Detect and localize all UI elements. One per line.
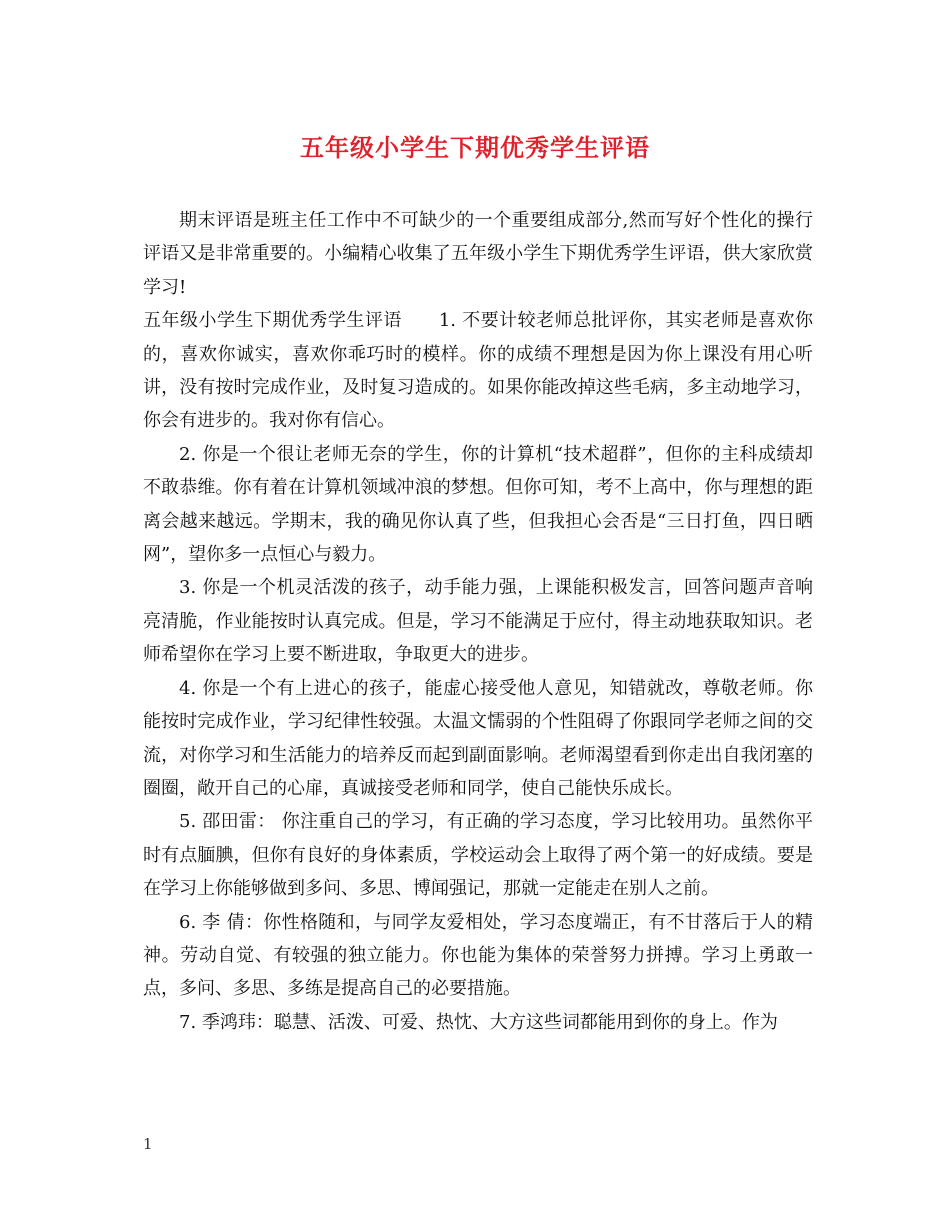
page-number: 1 (143, 1135, 153, 1153)
comment-paragraph-2: 2. 你是一个很让老师无奈的学生，你的计算机“技术超群”，但你的主科成绩却不敢恭维。你有着在计算机领域冲浪的梦想。但你可知，考不上高中，你与理想的距离会越来越远。学期末，我的确见你认真了些，但我担心会否是“三日打鱼，四日晒网”，望你多一点恒心与毅力。 (143, 443, 813, 566)
intro-paragraph: 期末评语是班主任工作中不可缺少的一个重要组成部分,然而写好个性化的操行评语又是非常重要的。小编精心收集了五年级小学生下期优秀学生评语，供大家欣赏学习! (143, 210, 813, 298)
comment-paragraph-6: 6. 李 倩：你性格随和，与同学友爱相处，学习态度端正，有不甘落后于人的精神。劳动自觉、有较强的独立能力。你也能为集体的荣誉努力拼搏。学习上勇敢一点，多问、多思、多练是提高自己的必要措施。 (143, 911, 813, 1000)
comment-paragraph-7: 7. 季鸿玮：聪慧、活泼、可爱、热忱、大方这些词都能用到你的身上。作为 (179, 1011, 778, 1033)
document-title: 五年级小学生下期优秀学生评语 (300, 133, 650, 162)
document-body (143, 204, 813, 1039)
comment-paragraph-5: 5. 邵田雷： 你注重自己的学习，有正确的学习态度，学习比较用功。虽然你平时有点腼腆，但你有良好的身体素质，学校运动会上取得了两个第一的好成绩。要是在学习上你能够做到多问、多思、博闻强记，那就一定能走在别人之前。 (143, 811, 813, 900)
comment-paragraph-1: 五年级小学生下期优秀学生评语 1. 不要计较老师总批评你，其实老师是喜欢你的，喜欢你诚实，喜欢你乖巧时的模样。你的成绩不理想是因为你上课没有用心听讲，没有按时完成作业，及时复习造成的。如果你能改掉这些毛病，多主动地学习，你会有进步的。我对你有信心。 (143, 310, 813, 432)
comment-paragraph-3: 3. 你是一个机灵活泼的孩子，动手能力强，上课能积极发言，回答问题声音响亮清脆，作业能按时认真完成。但是，学习不能满足于应付，得主动地获取知识。老师希望你在学习上要不断进取，争取更大的进步。 (143, 577, 813, 666)
comment-paragraph-4: 4. 你是一个有上进心的孩子，能虚心接受他人意见，知错就改，尊敬老师。你能按时完成作业，学习纪律性较强。太温文懦弱的个性阻碍了你跟同学老师之间的交流，对你学习和生活能力的培养反而起到副面影响。老师渴望看到你走出自我闭塞的圈圈，敞开自己的心扉，真诚接受老师和同学，使自己能快乐成长。 (143, 677, 813, 799)
